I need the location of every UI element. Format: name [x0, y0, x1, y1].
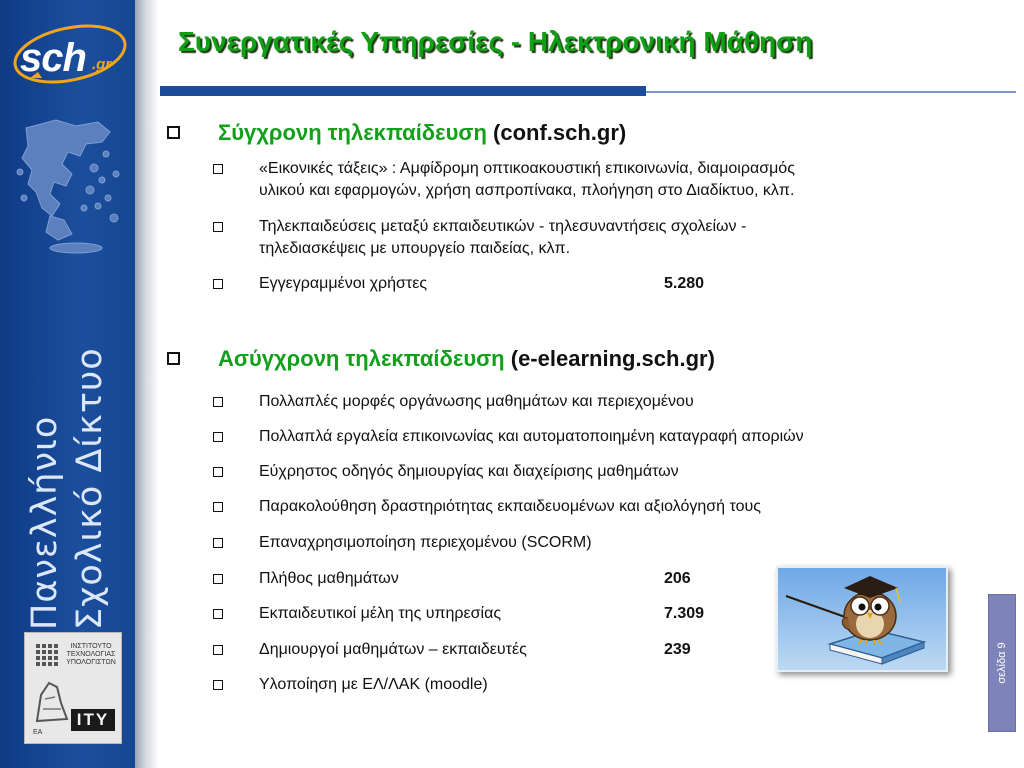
- institute-name-line3: ΥΠΟΛΟΓΙΣΤΩΝ: [66, 659, 116, 666]
- teacher-members-label: Εκπαιδευτικοί μέλη της υπηρεσίας: [259, 605, 502, 622]
- vertical-title-line2: Σχολικό Δίκτυο: [70, 347, 110, 630]
- list-item: Παρακολούθηση δραστηριότητας εκπαιδευομένων και αξιολόγησή τους: [259, 498, 761, 515]
- section1-heading-url: (conf.sch.gr): [493, 120, 627, 145]
- list-item: Πολλαπλές μορφές οργάνωσης μαθημάτων και περιεχομένου: [259, 393, 694, 410]
- courses-count-value: 206: [664, 570, 691, 587]
- vertical-title: [18, 300, 118, 630]
- sch-gr-logo: [8, 16, 130, 96]
- section2-heading-label: Ασύγχρονη τηλεκπαίδευση: [218, 346, 505, 371]
- list-item: [259, 216, 746, 260]
- teacher-members-value: 7.309: [664, 605, 705, 622]
- list-item-line2: υλικού και εφαρμογών, χρήση ασπροπίνακα, πλοήγηση στο Διαδίκτυο, κλπ.: [259, 182, 795, 199]
- owl-teacher-icon: [778, 568, 946, 670]
- registered-users-value: 5.280: [664, 275, 705, 292]
- greece-map-icon: [6, 108, 130, 258]
- courses-count-label: Πλήθος μαθημάτων: [259, 570, 399, 587]
- bullet-icon: [213, 164, 223, 174]
- sidebar-shadow: [135, 0, 159, 768]
- section2-heading-url: (e-elearning.sch.gr): [510, 346, 715, 371]
- sidebar: [0, 0, 135, 768]
- list-item: Πολλαπλά εργαλεία επικοινωνίας και αυτοματοποιημένη καταγραφή αποριών: [259, 428, 804, 445]
- title-underline-bar: [160, 86, 646, 96]
- institute-name-line2: ΤΕΧΝΟΛΟΓΙΑΣ: [66, 651, 116, 658]
- institute-drawing-icon: [31, 675, 73, 727]
- course-creators-value: 239: [664, 641, 691, 658]
- slide-number-tab: [988, 594, 1016, 732]
- section1-heading: [218, 120, 626, 146]
- bullet-icon: [213, 432, 223, 442]
- logo-sch-text: sch: [20, 36, 86, 80]
- bullet-icon: [213, 538, 223, 548]
- list-item-line1: Τηλεκπαιδεύσεις μεταξύ εκπαιδευτικών - τηλεσυναντήσεις σχολείων -: [259, 218, 747, 235]
- bullet-icon: [213, 680, 223, 690]
- ity-logo-text: ITY: [71, 709, 115, 731]
- slide-number-label: σελίδα 9: [996, 642, 1008, 684]
- bullet-icon: [213, 397, 223, 407]
- list-item-line2: τηλεδιασκέψεις με υπουργείο παιδείας, κλπ.: [259, 240, 571, 257]
- page-title: Συνεργατικές Υπηρεσίες - Ηλεκτρονική Μάθηση: [178, 26, 813, 57]
- section1-bullet-icon: [167, 126, 180, 139]
- vertical-title-line1: Πανελλήνιο: [25, 415, 65, 630]
- title-underline-thin: [646, 91, 1016, 93]
- bullet-icon: [213, 467, 223, 477]
- owl-illustration: [776, 566, 948, 672]
- institute-name: [63, 643, 119, 667]
- bullet-icon: [213, 222, 223, 232]
- institute-grid-icon: [35, 643, 59, 667]
- bullet-icon: [213, 502, 223, 512]
- section2-bullet-icon: [167, 352, 180, 365]
- list-item: Επαναχρησιμοποίηση περιεχομένου (SCORM): [259, 534, 592, 551]
- list-item: [259, 158, 795, 202]
- list-item: Εύχρηστος οδηγός δημιουργίας και διαχείρισης μαθημάτων: [259, 463, 679, 480]
- list-item-line1: «Εικονικές τάξεις» : Αμφίδρομη οπτικοακουστική επικοινωνία, διαμοιρασμός: [259, 160, 795, 177]
- logo-gr-text: .gr: [92, 56, 112, 73]
- course-creators-label: Δημιουργοί μαθημάτων – εκπαιδευτές: [259, 641, 527, 658]
- list-item: Υλοποίηση με ΕΛ/ΛΑΚ (moodle): [259, 676, 488, 693]
- bullet-icon: [213, 279, 223, 289]
- institute-name-line1: ΙΝΣΤΙΤΟΥΤΟ: [70, 643, 112, 650]
- section2-heading: [218, 346, 715, 372]
- registered-users-label: Εγγεγραμμένοι χρήστες: [259, 275, 428, 292]
- bullet-icon: [213, 574, 223, 584]
- bullet-icon: [213, 609, 223, 619]
- institute-logo: [24, 632, 122, 744]
- section1-heading-label: Σύγχρονη τηλεκπαίδευση: [218, 120, 487, 145]
- bullet-icon: [213, 645, 223, 655]
- institute-small-text: ΕΑ: [33, 729, 43, 736]
